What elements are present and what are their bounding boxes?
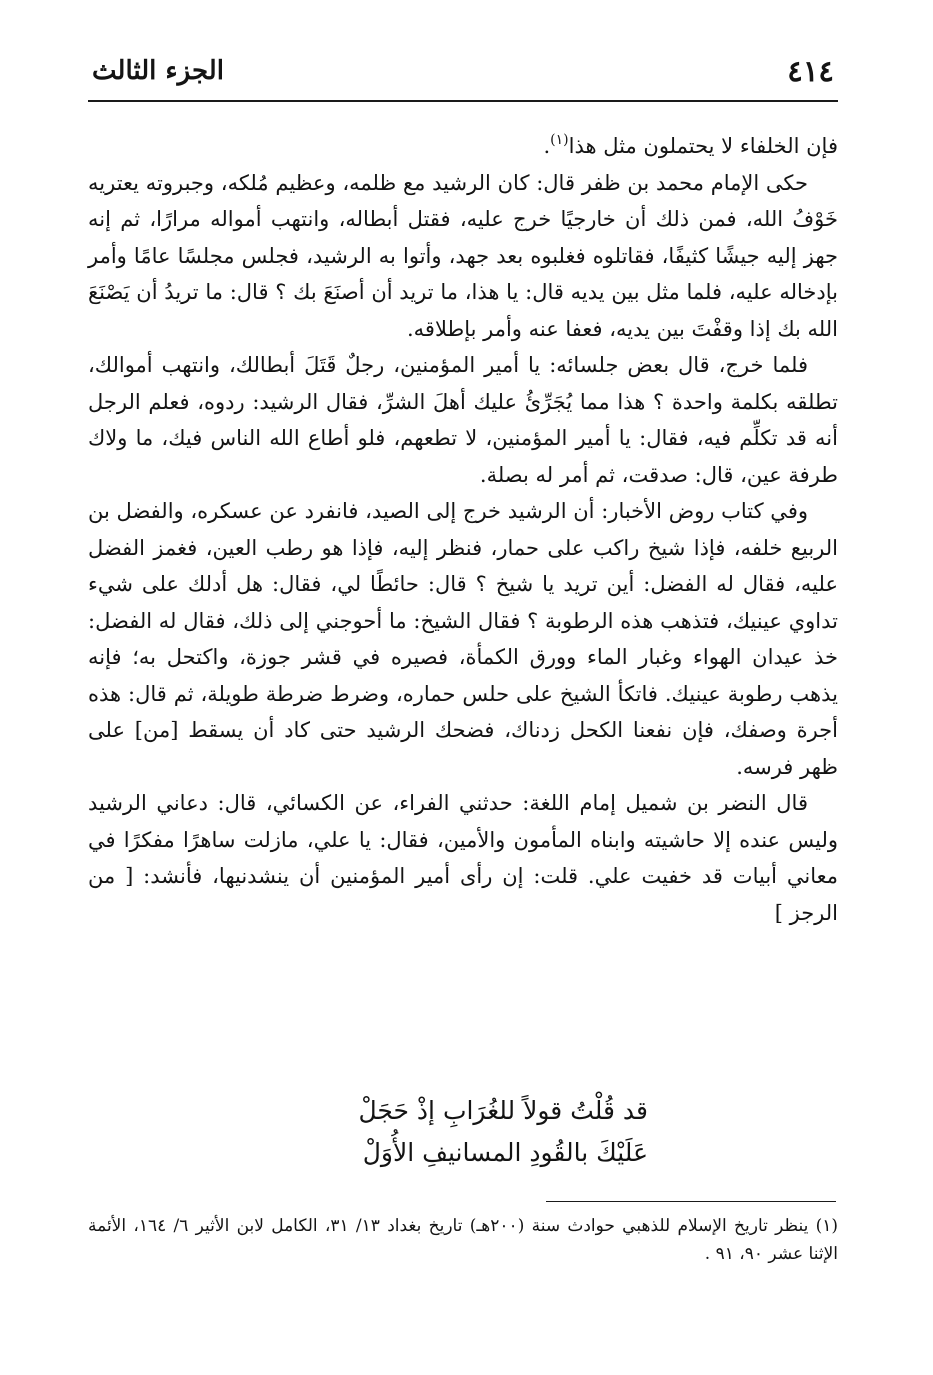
page-header	[88, 40, 838, 98]
paragraph: حكى الإمام محمد بن ظفر قال: كان الرشيد مع ظلمه، وعظيم مُلكه، وجبروته يعتريه خَوْفُ الله، فمن ذلك أن خارجيًا خرج عليه، فقتل أبطاله، وانتهب أمواله مرارًا، ثم إنه جهز إليه جيشًا كثيفًا، فقاتلوه فغلبوه بعد جهد، وأتوا به الرشيد، فجلس مجلسًا عامًا وأمر بإدخاله عليه، فلما مثل بين يديه قال: يا هذا، ما تريد أن أصنَعَ بك ؟ قال: ما تريدُ أن يَصْنَعَ الله بك إذا وقفْتَ بين يديه، فعفا عنه وأمر بإطلاقه.	[88, 170, 838, 341]
paragraph	[88, 128, 838, 165]
running-title: الجزء الثالث	[92, 56, 224, 86]
paragraph: قال النضر بن شميل إمام اللغة: حدثني الفراء، عن الكسائي، قال: دعاني الرشيد وليس عنده إلا حاشيته وابناه المأمون والأمين، فقال: يا علي، مازلت ساهرًا مفكرًا في معاني أبيات قد خفيت علي. قلت: إن رأى أمير المؤمنين أن ينشدنيها، فأنشد: [ من الرجز ]	[88, 791, 838, 925]
page-number: ٤١٤	[787, 54, 834, 88]
paragraph: فلما خرج، قال بعض جلسائه: يا أمير المؤمنين، رجلٌ قَتَلَ أبطالك، وانتهب أموالك، تطلقه بكلمة واحدة ؟ هذا مما يُجَرِّئُ عليك أهلَ الشرِّ، فقال الرشيد: ردوه، فعلم الرجل أنه قد تكلِّم فيه، فقال: يا أمير المؤمنين، لا تطعهم، فلو أطاع الله الناس فيك، ما ولاك طرفة عين، قال: صدقت، ثم أمر له بصلة.	[88, 353, 838, 487]
header-rule	[88, 100, 838, 102]
footnote-reference[interactable]: (١)	[550, 132, 569, 148]
paragraph-end-mark: .	[543, 134, 551, 158]
verse-line: عَلَيْكَ بالقُودِ المسانيفِ الأُوَلْ	[362, 1138, 648, 1167]
main-text	[88, 128, 838, 931]
paragraph-text: فإن الخلفاء لا يحتملون مثل هذا	[568, 134, 838, 158]
paragraph: وفي كتاب روض الأخبار: أن الرشيد خرج إلى الصيد، فانفرد عن عسكره، والفضل بن الربيع خلفه، فإذا شيخ راكب على حمار، فنظر إليه، فإذا هو رطب العين، فغمز الفضل عليه، فقال له الفضل: أين تريد يا شيخ ؟ قال: حائطًا لي، فقال: هل أدلك على شيء تداوي عينيك، فتذهب هذه الرطوبة ؟ فقال الشيخ: ما أحوجني إلى ذلك، فقال له الفضل: خذ عيدان الهواء وغبار الماء وورق الكمأة، فصيره في قشر جوزة، واكتحل به؛ فإنه يذهب رطوبة عينيك. فاتكأ الشيخ على حلس حماره، وضرط ضرطة طويلة، ثم قال: هذه أجرة وصفك، فإن نفعنا الكحل زدناك، فضحك الرشيد حتى كاد أن يسقط [من] على ظهر فرسه.	[88, 499, 838, 779]
footnote-separator	[546, 1201, 836, 1202]
poem-verse	[88, 1090, 838, 1174]
footnote: (١) ينظر تاريخ الإسلام للذهبي حوادث سنة (٢٠٠هـ) تاريخ بغداد ١٣/ ٣١، الكامل لابن الأثير ٦/ ١٦٤، الأئمة الإثنا عشر ٩٠، ٩١ .	[88, 1216, 838, 1264]
book-page	[88, 40, 838, 1340]
verse-line: قد قُلْتُ قولاً للغُرَابِ إذْ حَجَلْ	[358, 1096, 648, 1125]
footnotes	[88, 1212, 838, 1268]
